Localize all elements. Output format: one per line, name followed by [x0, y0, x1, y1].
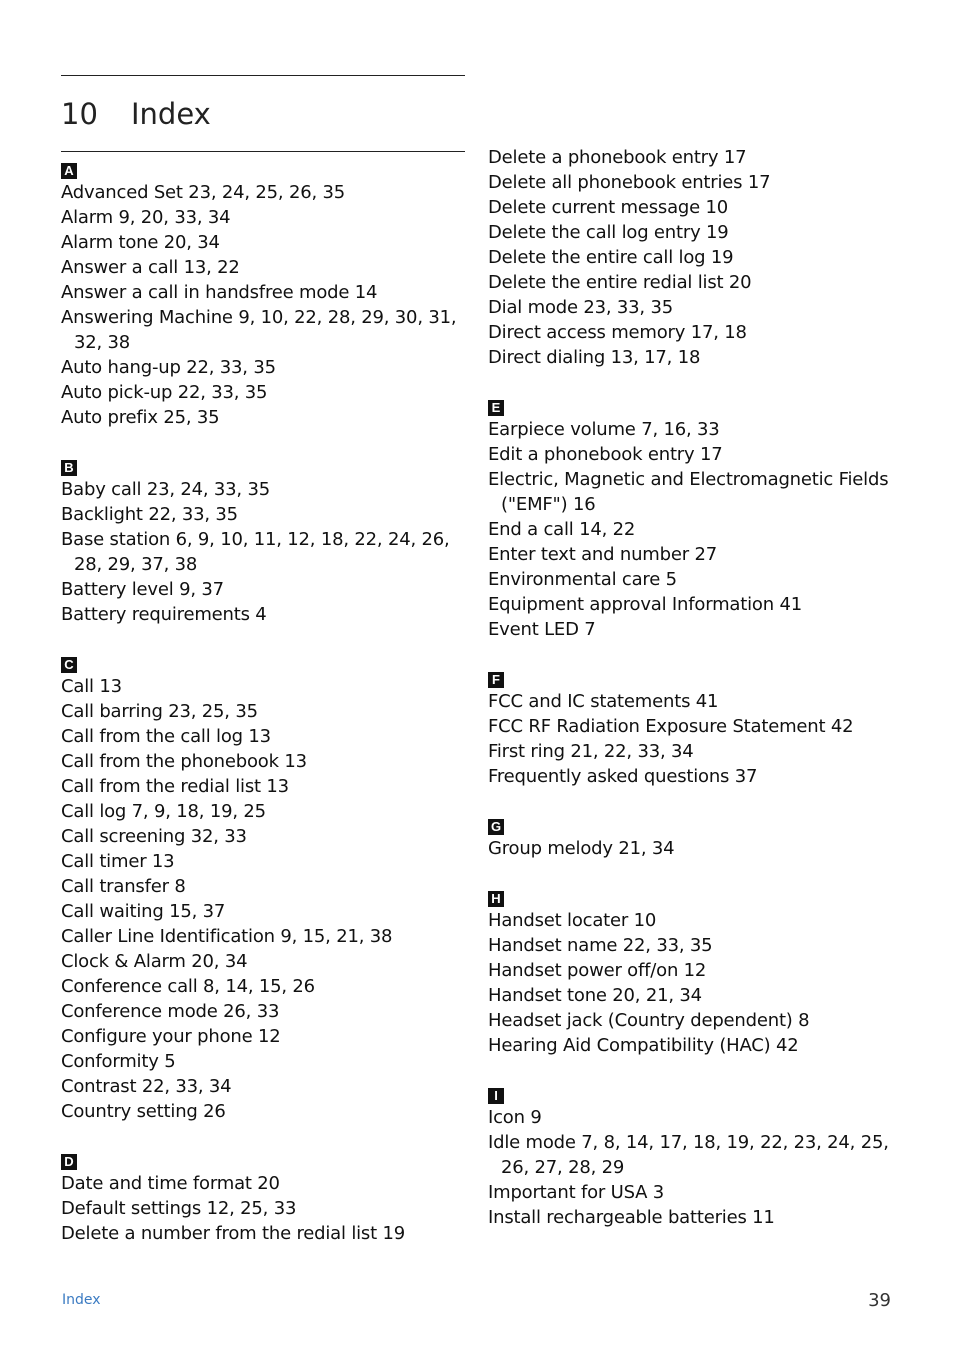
index-entry: Delete a number from the redial list 19 — [61, 1223, 405, 1244]
index-entry: Earpiece volume 7, 16, 33 — [488, 419, 720, 440]
index-entry: Group melody 21, 34 — [488, 838, 675, 859]
index-entry: Delete a phonebook entry 17 — [488, 147, 747, 168]
heading-rule — [61, 151, 465, 152]
index-section — [488, 1085, 908, 1230]
index-entry: Direct dialing 13, 17, 18 — [488, 347, 701, 368]
index-entry: Electric, Magnetic and Electromagnetic Fields ("EMF") 16 — [488, 469, 889, 515]
index-entry: Call waiting 15, 37 — [61, 901, 226, 922]
index-entry: FCC and IC statements 41 — [488, 691, 719, 712]
index-entry: Auto prefix 25, 35 — [61, 407, 220, 428]
index-entry: Answer a call 13, 22 — [61, 257, 240, 278]
section-letter: F — [488, 672, 504, 688]
index-entry: Country setting 26 — [61, 1101, 226, 1122]
index-column-left — [61, 160, 481, 1273]
section-letter: I — [488, 1088, 504, 1104]
chapter-title: Index — [131, 97, 211, 131]
section-letter: D — [61, 1154, 77, 1170]
index-entry: Delete current message 10 — [488, 197, 729, 218]
index-entry: Call from the redial list 13 — [61, 776, 289, 797]
index-entry: Contrast 22, 33, 34 — [61, 1076, 232, 1097]
index-entry: Baby call 23, 24, 33, 35 — [61, 479, 270, 500]
section-letter: C — [61, 657, 77, 673]
index-entry: Configure your phone 12 — [61, 1026, 281, 1047]
index-entry: Alarm 9, 20, 33, 34 — [61, 207, 231, 228]
index-entry: Install rechargeable batteries 11 — [488, 1207, 775, 1228]
index-section — [488, 888, 908, 1058]
index-entry: Battery level 9, 37 — [61, 579, 224, 600]
index-entry: Important for USA 3 — [488, 1182, 665, 1203]
section-letter: H — [488, 891, 504, 907]
index-entry: Call screening 32, 33 — [61, 826, 247, 847]
section-letter: G — [488, 819, 504, 835]
index-entry: Call from the call log 13 — [61, 726, 271, 747]
index-entry: Hearing Aid Compatibility (HAC) 42 — [488, 1035, 799, 1056]
chapter-number: 10 — [61, 97, 98, 131]
index-entry: Delete the entire call log 19 — [488, 247, 734, 268]
index-entry: First ring 21, 22, 33, 34 — [488, 741, 694, 762]
index-section — [488, 816, 908, 861]
section-letter: A — [61, 163, 77, 179]
index-entry: End a call 14, 22 — [488, 519, 636, 540]
index-section — [61, 457, 481, 627]
index-entry: Date and time format 20 — [61, 1173, 280, 1194]
index-entry: Conference mode 26, 33 — [61, 1001, 280, 1022]
index-entry: Alarm tone 20, 34 — [61, 232, 220, 253]
index-entry: Handset tone 20, 21, 34 — [488, 985, 702, 1006]
index-entry: Edit a phonebook entry 17 — [488, 444, 723, 465]
index-entry: Caller Line Identification 9, 15, 21, 38 — [61, 926, 393, 947]
index-entry: Call transfer 8 — [61, 876, 186, 897]
top-rule — [61, 75, 465, 76]
index-entry: Frequently asked questions 37 — [488, 766, 758, 787]
index-entry: Answering Machine 9, 10, 22, 28, 29, 30, 31, 32, 38 — [61, 307, 457, 353]
index-entry: Auto hang-up 22, 33, 35 — [61, 357, 276, 378]
index-entry: Delete the call log entry 19 — [488, 222, 729, 243]
index-column-right — [488, 145, 908, 1257]
index-entry: Idle mode 7, 8, 14, 17, 18, 19, 22, 23, 24, 25, 26, 27, 28, 29 — [488, 1132, 889, 1178]
index-entry: Answer a call in handsfree mode 14 — [61, 282, 378, 303]
index-entry: Clock & Alarm 20, 34 — [61, 951, 248, 972]
index-entry: Advanced Set 23, 24, 25, 26, 35 — [61, 182, 346, 203]
index-section — [61, 654, 481, 1124]
index-entry: Auto pick-up 22, 33, 35 — [61, 382, 268, 403]
index-section — [488, 145, 908, 370]
section-letter: B — [61, 460, 77, 476]
index-entry: FCC RF Radiation Exposure Statement 42 — [488, 716, 854, 737]
page-number: 39 — [868, 1290, 891, 1311]
index-entry: Call timer 13 — [61, 851, 175, 872]
index-entry: Conference call 8, 14, 15, 26 — [61, 976, 315, 997]
index-entry: Handset power off/on 12 — [488, 960, 707, 981]
index-entry: Call 13 — [61, 676, 122, 697]
index-entry: Event LED 7 — [488, 619, 596, 640]
index-entry: Handset name 22, 33, 35 — [488, 935, 713, 956]
index-entry: Conformity 5 — [61, 1051, 176, 1072]
index-entry: Battery requirements 4 — [61, 604, 267, 625]
chapter-heading — [61, 97, 211, 131]
index-entry: Base station 6, 9, 10, 11, 12, 18, 22, 24, 26, 28, 29, 37, 38 — [61, 529, 450, 575]
index-section — [61, 160, 481, 430]
footer-section-label: Index — [62, 1292, 101, 1308]
index-entry: Default settings 12, 25, 33 — [61, 1198, 297, 1219]
index-entry: Handset locater 10 — [488, 910, 657, 931]
index-entry: Icon 9 — [488, 1107, 542, 1128]
index-section — [488, 669, 908, 789]
index-entry: Call barring 23, 25, 35 — [61, 701, 258, 722]
index-entry: Delete the entire redial list 20 — [488, 272, 752, 293]
index-entry: Headset jack (Country dependent) 8 — [488, 1010, 810, 1031]
index-entry: Dial mode 23, 33, 35 — [488, 297, 673, 318]
section-letter: E — [488, 400, 504, 416]
index-section — [61, 1151, 481, 1246]
index-entry: Equipment approval Information 41 — [488, 594, 802, 615]
index-entry: Enter text and number 27 — [488, 544, 717, 565]
index-entry: Call from the phonebook 13 — [61, 751, 307, 772]
index-section — [488, 397, 908, 642]
index-entry: Delete all phonebook entries 17 — [488, 172, 771, 193]
index-entry: Direct access memory 17, 18 — [488, 322, 747, 343]
index-entry: Call log 7, 9, 18, 19, 25 — [61, 801, 266, 822]
index-entry: Backlight 22, 33, 35 — [61, 504, 238, 525]
index-entry: Environmental care 5 — [488, 569, 677, 590]
